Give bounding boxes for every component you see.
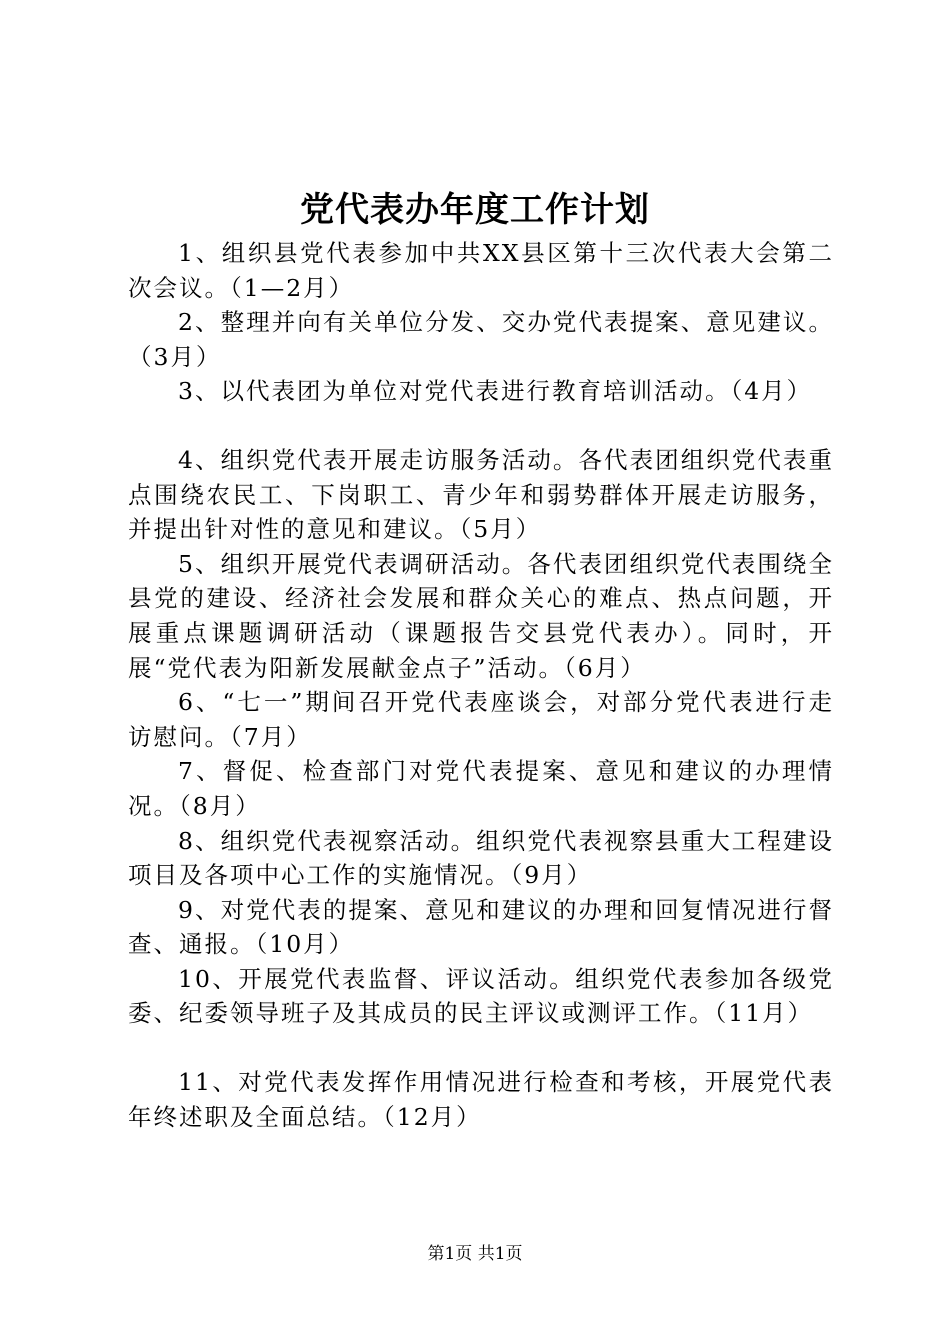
paragraph-item-6: 6、“七一”期间召开党代表座谈会，对部分党代表进行走访慰问。（7月）: [128, 688, 834, 751]
paragraph-item-2: 2、整理并向有关单位分发、交办党代表提案、意见建议。（3月）: [128, 308, 834, 371]
paragraph-item-10: 10、开展党代表监督、评议活动。组织党代表参加各级党委、纪委领导班子及其成员的民主评议或测评工作。（11月）: [128, 964, 834, 1028]
paragraph-item-1: 1、组织县党代表参加中共XX县区第十三次代表大会第二次会议。（1—2月）: [128, 239, 834, 302]
paragraph-item-7: 7、督促、检查部门对党代表提案、意见和建议的办理情况。（8月）: [128, 757, 834, 820]
paragraph-item-3: 3、以代表团为单位对党代表进行教育培训活动。（4月）: [178, 377, 813, 406]
document-body: [128, 236, 834, 1134]
page-footer: 第1页 共1页: [427, 1244, 523, 1264]
paragraph-item-8: 8、组织党代表视察活动。组织党代表视察县重大工程建设项目及各项中心工作的实施情况。（9月）: [128, 826, 834, 890]
document-title: 党代表办年度工作计划: [300, 190, 650, 230]
paragraph-item-4: 4、组织党代表开展走访服务活动。各代表团组织党代表重点围绕农民工、下岗职工、青少年和弱势群体开展走访服务，并提出针对性的意见和建议。（5月）: [128, 445, 834, 544]
paragraph-item-9: 9、对党代表的提案、意见和建议的办理和回复情况进行督查、通报。（10月）: [128, 895, 834, 959]
paragraph-item-11: 11、对党代表发挥作用情况进行检查和考核，开展党代表年终述职及全面总结。（12月）: [128, 1068, 834, 1131]
paragraph-item-5: 5、组织开展党代表调研活动。各代表团组织党代表围绕全县党的建设、经济社会发展和群众关心的难点、热点问题，开展重点课题调研活动（课题报告交县党代表办）。同时，开展“党代表为阳新发展献金点子”活动。（6月）: [128, 549, 834, 682]
